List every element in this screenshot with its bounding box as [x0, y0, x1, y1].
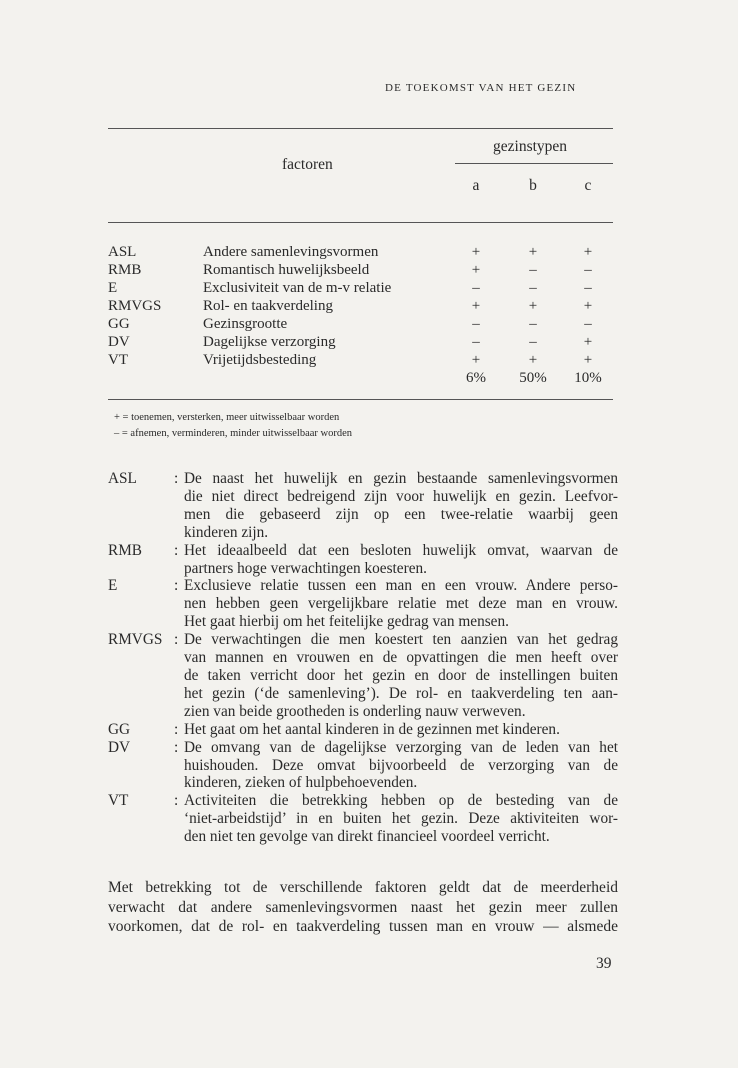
row-sign-a: +: [471, 298, 481, 314]
column-header-c: c: [584, 177, 592, 194]
definition-text: Exclusieve relatie tussen een man en een vrouw. Andere perso- nen hebben geen vergelijkbare relatie met deze man en vrouw. Het gaat hierbij om het feitelijke gedrag van mensen.: [184, 577, 618, 631]
row-label: Dagelijkse verzorging: [203, 334, 336, 350]
definitions-list: [108, 470, 618, 846]
row-sign-c: –: [584, 316, 592, 332]
row-sign-a: +: [471, 352, 481, 368]
definition-item: E : Exclusieve relatie tussen een man en een vrouw. Andere perso- nen hebben geen vergelijkbare relatie met deze man en vrouw. Het gaat hierbij om het feitelijke gedrag van mensen.: [108, 577, 618, 631]
row-sign-a: +: [471, 244, 481, 260]
row-abbr: RMVGS: [108, 298, 162, 314]
column-group-rule: [455, 163, 613, 164]
body-paragraph: Met betrekking tot de verschillende faktoren geldt dat de meerderheid verwacht dat andere samenlevingsvormen naast het gezin meer zullen voorkomen, dat de rol- en taakverdeling tussen man en vrouw — alsmede: [108, 879, 618, 935]
definition-item: DV : De omvang van de dagelijkse verzorging van de leden van het huishouden. Deze omvat bijvoorbeeld de verzorging van de kinderen, zieken of hulpbehoevenden.: [108, 738, 618, 792]
percentage-a: 6%: [466, 370, 486, 386]
definition-text: De naast het huwelijk en gezin bestaande samenlevingsvormen die niet direct bedreigend zijn voor huwelijk en gezin. Leefvor- men die gebaseerd zijn op een twee-relatie waarbij geen kinderen zijn.: [184, 470, 618, 541]
row-abbr: RMB: [108, 262, 142, 278]
column-header-b: b: [529, 177, 537, 194]
row-sign-c: +: [583, 298, 593, 314]
column-header-a: a: [472, 177, 480, 194]
table-head-rule: [108, 222, 613, 223]
definition-text: Activiteiten die betrekking hebben op de besteding van de ‘niet-arbeidstijd’ in en buiten het gezin. Deze aktiviteiten wor- den niet ten gevolge van direkt financieel voordeel verricht.: [184, 792, 618, 846]
table-bottom-rule: [108, 399, 613, 400]
table-row: [108, 279, 618, 297]
row-sign-c: +: [583, 334, 593, 350]
definition-abbr: DV: [108, 738, 131, 756]
table-top-rule: [108, 128, 613, 129]
row-abbr: E: [108, 280, 118, 296]
legend-plus: + = toenemen, versterken, meer uitwisselbaar worden: [114, 412, 340, 423]
definition-abbr: RMB: [108, 541, 143, 559]
row-label: Vrijetijdsbesteding: [203, 352, 317, 368]
row-sign-a: –: [472, 334, 480, 350]
definition-item: VT : Activiteiten die betrekking hebben op de besteding van de ‘niet-arbeidstijd’ in en buiten het gezin. Deze aktiviteiten wor- den niet ten gevolge van direkt financieel voordeel verricht.: [108, 792, 618, 846]
table-percentage-row: [108, 369, 618, 387]
legend-minus: – = afnemen, verminderen, minder uitwisselbaar worden: [114, 428, 353, 439]
table-body: [108, 243, 618, 387]
definition-item: ASL : De naast het huwelijk en gezin bestaande samenlevingsvormen die niet direct bedreigend zijn voor huwelijk en gezin. Leefvor- men die gebaseerd zijn op een twee-relatie waarbij geen kinderen zijn.: [108, 470, 618, 541]
row-sign-a: –: [472, 316, 480, 332]
definition-abbr: E: [108, 577, 118, 595]
definition-item: RMVGS : De verwachtingen die men koestert ten aanzien van het gedrag van mannen en vrouwen en de opvattingen die men heeft over de taken verricht door het gezin en door de instellingen buiten het gezin (‘de samenleving’). De rol- en taakverdeling ten aan- zien van beide grootheden is onderling nauw verweven.: [108, 631, 618, 720]
row-abbr: GG: [108, 316, 130, 332]
row-sign-b: –: [529, 334, 537, 350]
table-row: [108, 297, 618, 315]
row-sign-b: –: [529, 316, 537, 332]
row-label: Gezinsgrootte: [203, 316, 288, 332]
definition-text: Het gaat om het aantal kinderen in de gezinnen met kinderen.: [184, 720, 560, 738]
definition-abbr: GG: [108, 720, 131, 738]
row-label: Romantisch huwelijksbeeld: [203, 262, 370, 278]
percentage-b: 50%: [519, 370, 547, 386]
percentage-c: 10%: [574, 370, 602, 386]
row-sign-b: +: [528, 352, 538, 368]
row-sign-c: –: [584, 280, 592, 296]
row-sign-c: +: [583, 244, 593, 260]
row-sign-c: +: [583, 352, 593, 368]
row-abbr: ASL: [108, 244, 137, 260]
table-row: [108, 315, 618, 333]
row-sign-b: +: [528, 298, 538, 314]
row-sign-b: –: [529, 280, 537, 296]
definition-text: Het ideaalbeeld dat een besloten huwelijk omvat, waarvan de partners hoge verwachtingen koesteren.: [184, 541, 618, 577]
row-sign-a: –: [472, 280, 480, 296]
row-abbr: DV: [108, 334, 130, 350]
definition-abbr: ASL: [108, 470, 137, 487]
page-number: 39: [596, 955, 612, 972]
row-label: Andere samenlevingsvormen: [203, 244, 379, 260]
definition-text: De verwachtingen die men koestert ten aanzien van het gedrag van mannen en vrouwen en de opvattingen die men heeft over de taken verricht door het gezin en door de instellingen buiten het gezin (‘de samenleving’). De rol- en taakverdeling ten aan- zien van beide grootheden is onderling nauw verweven.: [184, 631, 618, 720]
row-label: Rol- en taakverdeling: [203, 298, 333, 314]
row-sign-b: +: [528, 244, 538, 260]
definition-text: De omvang van de dagelijkse verzorging van de leden van het huishouden. Deze omvat bijvoorbeeld de verzorging van de kinderen, zieken of hulpbehoevenden.: [184, 738, 618, 792]
row-sign-c: –: [584, 262, 592, 278]
table-row: [108, 243, 618, 261]
table-row: [108, 261, 618, 279]
row-sign-a: +: [471, 262, 481, 278]
row-abbr: VT: [108, 352, 128, 368]
row-label: Exclusiviteit van de m-v relatie: [203, 280, 392, 296]
definition-abbr: VT: [108, 792, 129, 810]
definition-item: GG : Het gaat om het aantal kinderen in de gezinnen met kinderen.: [108, 721, 618, 739]
running-header: DE TOEKOMST VAN HET GEZIN: [385, 82, 577, 94]
column-group-label: gezinstypen: [493, 138, 568, 155]
definition-item: RMB : Het ideaalbeeld dat een besloten huwelijk omvat, waarvan de partners hoge verwachtingen koesteren.: [108, 541, 618, 577]
factor-column-label: factoren: [282, 156, 333, 173]
table-row: [108, 351, 618, 369]
table-row: [108, 333, 618, 351]
row-sign-b: –: [529, 262, 537, 278]
definition-abbr: RMVGS: [108, 631, 163, 649]
